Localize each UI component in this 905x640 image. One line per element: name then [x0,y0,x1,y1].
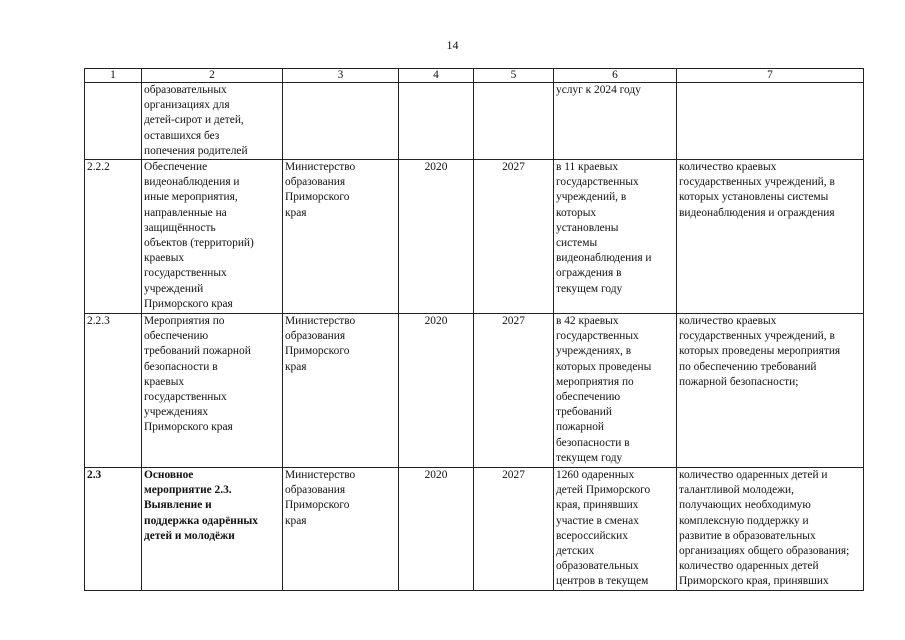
result-text: в 11 краевых государственных учреждений, в которых установлены системы видеонаблюдения и ограждения в текущем году [556,161,652,295]
table-row [85,468,864,591]
measures-table [84,68,864,591]
event-name [142,314,283,468]
executor [283,160,399,314]
header-cell: 1 [85,69,142,83]
header-cell: 7 [677,69,864,83]
event-name [142,83,283,160]
event-text: Мероприятия по обеспечению требований пожарной безопасности в краевых государственных учреждениях Приморского края [144,315,251,434]
header-cell: 5 [474,69,554,83]
executor-text: Министерство образования Приморского края [285,161,356,219]
indicator-text: количество краевых государственных учреждений, в которых проведены мероприятия по обеспечению требований пожарной безопасности; [679,315,841,388]
start-year: 2020 [399,160,474,314]
start-year: 2020 [399,468,474,591]
table-row [85,160,864,314]
start-year [399,83,474,160]
end-year: 2027 [474,160,554,314]
table-row [85,83,864,160]
executor [283,314,399,468]
table-row [85,314,864,468]
indicator [677,468,864,591]
page-number: 14 [446,38,459,52]
start-year: 2020 [399,314,474,468]
executor [283,83,399,160]
end-year: 2027 [474,468,554,591]
expected-result [554,314,677,468]
result-text: в 42 краевых государственных учреждениях, в которых проведены мероприятия по обеспечению требований пожарной безопасности в текущем году [556,315,652,464]
end-year [474,83,554,160]
indicator-text: количество краевых государственных учреждений, в которых установлены системы видеонаблюдения и ограждения [679,161,835,219]
end-year: 2027 [474,314,554,468]
executor-text: Министерство образования Приморского края [285,315,356,373]
event-name [142,468,283,591]
event-text: Обеспечение видеонаблюдения и иные мероприятия, направленные на защищённость объектов (территорий) краевых государственных учреждений Приморского края [144,161,254,310]
indicator [677,314,864,468]
header-row [85,69,864,83]
row-number: 2.3 [85,468,142,591]
expected-result [554,160,677,314]
result-text: 1260 одаренных детей Приморского края, принявших участие в сменах всероссийских детских образовательных центров в текущем [556,469,651,588]
event-text: образовательных организациях для детей-сирот и детей, оставшихся без попечения родителей [144,84,248,157]
indicator [677,160,864,314]
header-cell: 4 [399,69,474,83]
header-cell: 6 [554,69,677,83]
result-text: услуг к 2024 году [556,84,641,96]
header-cell: 2 [142,69,283,83]
row-number: 2.2.2 [85,160,142,314]
indicator-text: количество одаренных детей и талантливой молодежи, получающих необходимую комплексную поддержку и развитие в образовательных организациях общего образования; количество одаренных детей Приморского края, принявших [679,469,850,588]
event-name [142,160,283,314]
row-number: 2.2.3 [85,314,142,468]
executor-text: Министерство образования Приморского края [285,469,356,527]
expected-result [554,83,677,160]
expected-result [554,468,677,591]
row-number [85,83,142,160]
event-text: Основное мероприятие 2.3. Выявление и поддержка одарённых детей и молодёжи [144,469,258,542]
executor [283,468,399,591]
indicator [677,83,864,160]
header-cell: 3 [283,69,399,83]
